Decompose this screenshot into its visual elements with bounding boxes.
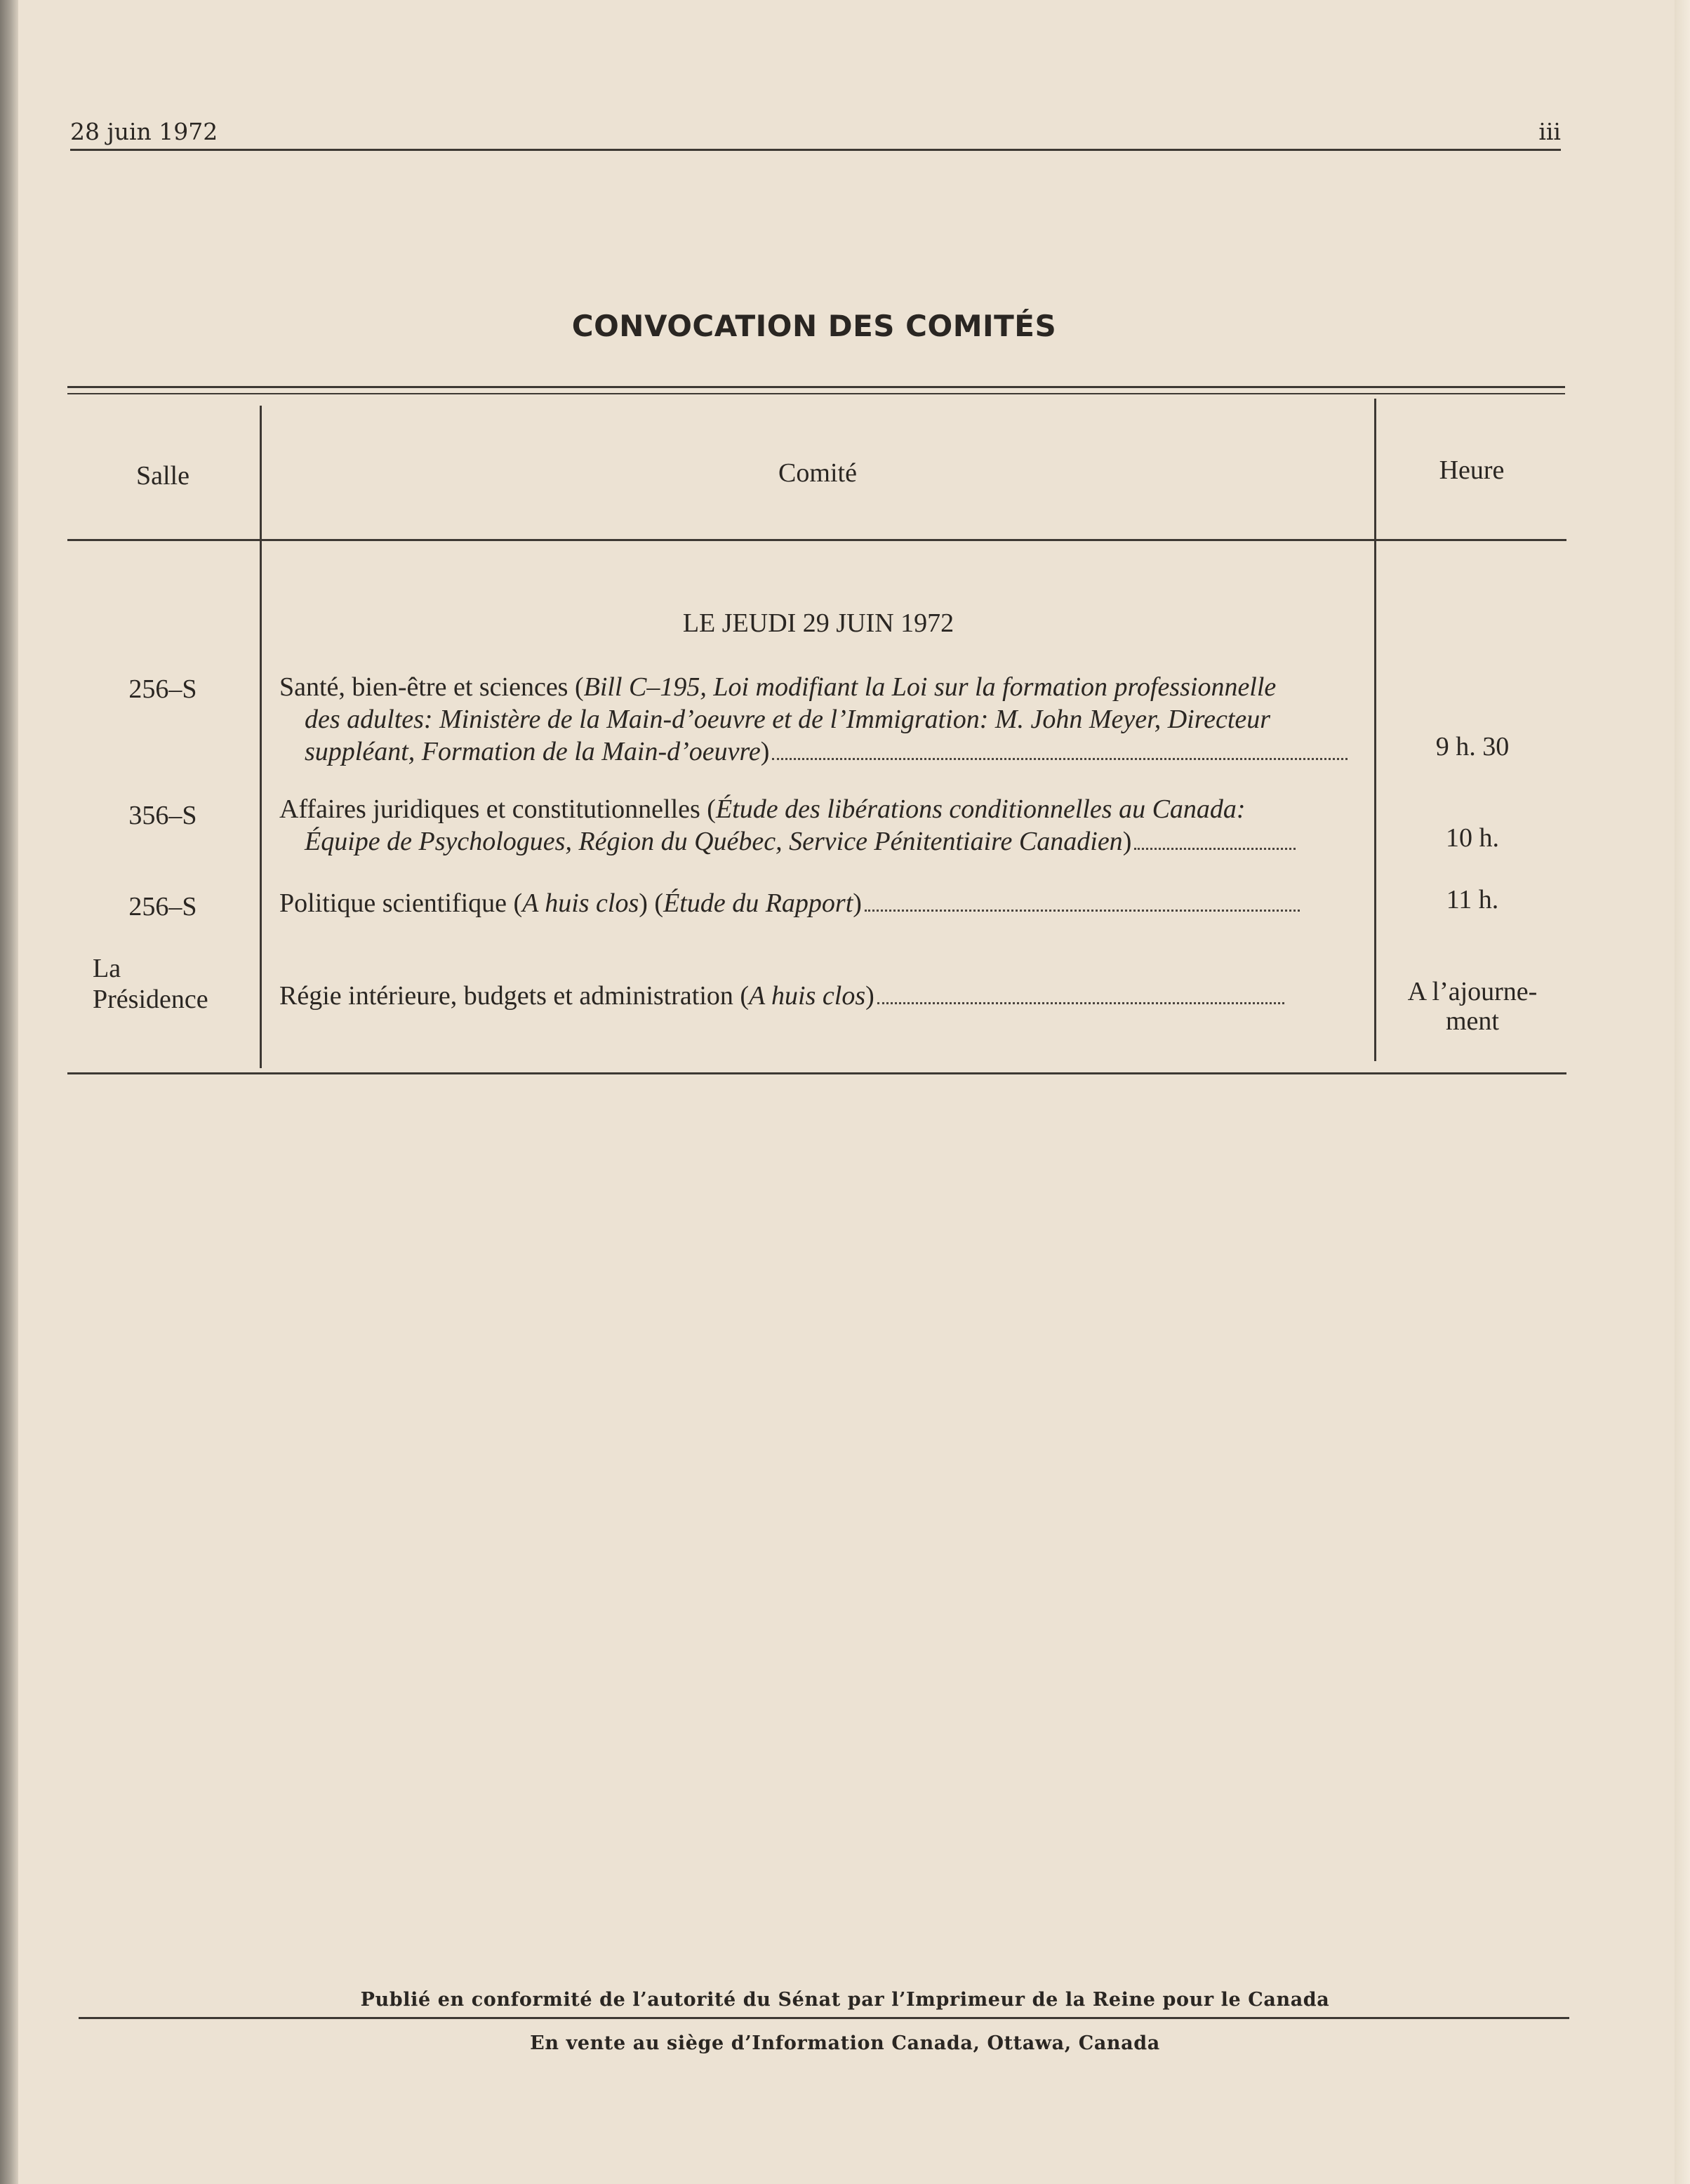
- row-1-line-2: [279, 703, 1360, 735]
- table-bottom-rule: [67, 1072, 1566, 1074]
- row-1-committee-name: Santé, bien-être et sciences: [279, 672, 568, 702]
- row-3-dot-leader: [865, 910, 1300, 912]
- row-3-committee-name: Politique scientifique: [279, 888, 507, 918]
- row-1-salle: 256–S: [128, 674, 197, 704]
- row-1-heure: 9 h. 30: [1435, 732, 1510, 761]
- row-2-comite: [279, 793, 1360, 858]
- running-head: [70, 118, 1561, 151]
- row-1-dot-leader: [772, 758, 1348, 760]
- page-edge: [1675, 0, 1690, 2184]
- row-4-heure-line-1: A l’ajourne-: [1407, 977, 1538, 1006]
- row-4-heure-line-2: ment: [1446, 1006, 1499, 1036]
- row-2-dot-leader: [1134, 848, 1296, 850]
- row-1-detail-3: suppléant, Formation de la Main-d’oeuvre: [305, 737, 761, 766]
- row-4-comite: [279, 980, 1360, 1012]
- column-header-comite: Comité: [778, 458, 857, 488]
- column-header-heure: Heure: [1439, 455, 1505, 485]
- row-3-salle: 256–S: [128, 892, 197, 921]
- row-2-committee-name: Affaires juridiques et constitutionnelles: [279, 794, 700, 824]
- row-1-line-3: suppléant, Formation de la Main-d’oeuvre): [279, 735, 1360, 768]
- row-3-heure: 11 h.: [1446, 885, 1499, 914]
- row-4-line-1: Régie intérieure, budgets et administration (A huis clos): [279, 980, 1360, 1012]
- header-separator-rule: [67, 539, 1566, 541]
- row-1-detail-2: des adultes: Ministère de la Main-d’oeuvre et de l’Immigration: M. John Meyer, Directeur: [305, 705, 1271, 734]
- row-2-detail-1: Étude des libérations conditionnelles au Canada:: [715, 794, 1246, 824]
- table-top-rule-inner: [67, 393, 1565, 394]
- page-number: iii: [1538, 118, 1561, 145]
- footer-sales-note: En vente au siège d’Information Canada, Ottawa, Canada: [530, 2032, 1160, 2054]
- header-date: 28 juin 1972: [70, 118, 218, 145]
- column-header-salle: Salle: [136, 461, 189, 491]
- row-1-detail-1: Bill C–195, Loi modifiant la Loi sur la formation professionnelle: [583, 672, 1277, 702]
- row-3-detail-1: A huis clos: [522, 888, 639, 918]
- row-4-salle-line-2: Présidence: [93, 985, 208, 1014]
- table-top-rule: [67, 386, 1565, 388]
- footer-rule: [79, 2017, 1569, 2019]
- day-heading: LE JEUDI 29 JUIN 1972: [682, 608, 954, 638]
- row-4-committee-name: Régie intérieure, budgets et administration: [279, 981, 733, 1011]
- row-2-line-1: Affaires juridiques et constitutionnelles (Étude des libérations conditionnelles au Canada:: [279, 794, 1246, 824]
- row-2-line-2: Équipe de Psychologues, Région du Québec, Service Pénitentiaire Canadien): [279, 825, 1360, 858]
- row-3-comite: [279, 887, 1360, 919]
- row-4-heure: [1377, 977, 1568, 1036]
- column-divider-right: [1374, 399, 1376, 1061]
- row-4-salle: [67, 953, 258, 1015]
- row-4-dot-leader: [877, 1002, 1284, 1004]
- row-3-line-1: Politique scientifique (A huis clos) (Étude du Rapport): [279, 887, 1360, 919]
- row-2-salle: 356–S: [128, 801, 197, 830]
- row-4-salle-line-1: La: [93, 954, 121, 983]
- row-2-detail-2: Équipe de Psychologues, Région du Québec, Service Pénitentiaire Canadien: [305, 827, 1123, 856]
- footer-imprint: Publié en conformité de l’autorité du Sénat par l’Imprimeur de la Reine pour le Canada: [360, 1989, 1330, 2011]
- row-1-line-1: Santé, bien-être et sciences (Bill C–195, Loi modifiant la Loi sur la formation professionnelle: [279, 672, 1277, 702]
- row-1-comite: [279, 671, 1360, 768]
- row-3-detail-2: Étude du Rapport: [663, 888, 853, 918]
- page-title: CONVOCATION DES COMITÉS: [571, 309, 1057, 343]
- row-4-detail-1: A huis clos: [749, 981, 866, 1011]
- row-2-heure: 10 h.: [1446, 823, 1499, 853]
- column-divider-left: [260, 406, 262, 1068]
